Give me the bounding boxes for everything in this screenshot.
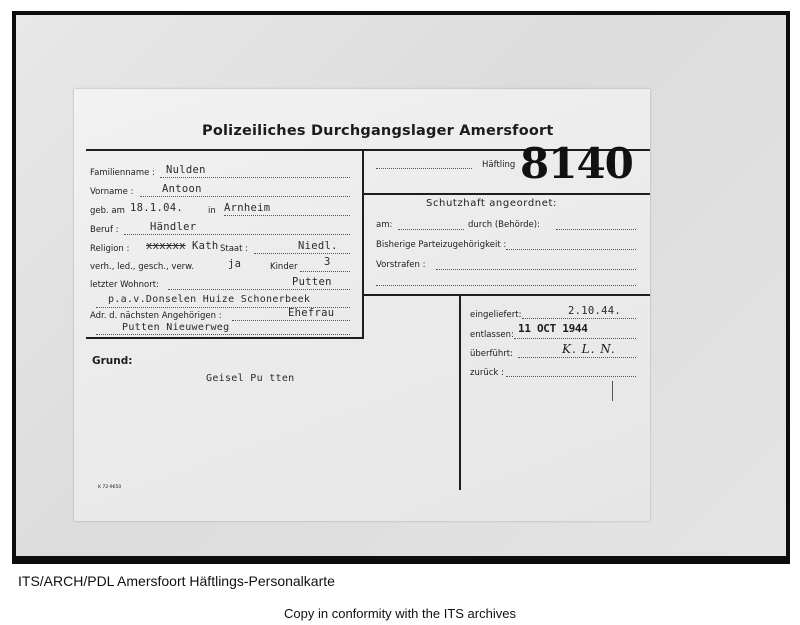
in-label: in (208, 206, 216, 216)
rule-vertical-mid (362, 149, 364, 339)
angehoerige-label: Adr. d. nächsten Angehörigen : (90, 311, 222, 321)
beruf-value: Händler (150, 221, 197, 233)
wohnort-line (168, 289, 350, 290)
familienname-line (160, 177, 350, 178)
angehoerige-address-line (96, 334, 350, 335)
prisoner-card (74, 89, 650, 521)
durch-line (556, 229, 636, 230)
number-line-left (376, 168, 472, 169)
copy-notice: Copy in conformity with the ITS archives (284, 606, 516, 621)
scan-frame (12, 11, 790, 564)
zurueck-label: zurück : (470, 368, 504, 378)
geb-label: geb. am (90, 206, 125, 216)
staat-value: Niedl. (298, 240, 338, 252)
religion-value: Kath (192, 240, 219, 252)
geb-value: 18.1.04. (130, 202, 183, 214)
verh-label: verh., led., gesch., verw. (90, 262, 195, 272)
grund-label: Grund: (92, 355, 133, 367)
eingeliefert-line (522, 318, 636, 319)
kinder-label: Kinder (270, 262, 298, 272)
vorstrafen-label: Vorstrafen : (376, 260, 426, 270)
am-label: am: (376, 220, 393, 230)
kinder-value: 3 (324, 256, 331, 268)
card-title: Polizeiliches Durchgangslager Amersfoort (202, 123, 554, 139)
angehoerige-value: Ehefrau (288, 307, 335, 319)
angehoerige-line (232, 320, 350, 321)
grund-value: Geisel Pu tten (206, 373, 295, 384)
haeftling-label: Häftling (482, 160, 516, 170)
angehoerige-address: Putten Nieuwerweg (122, 322, 230, 333)
verh-value: ja (228, 258, 242, 270)
archive-caption: ITS/ARCH/PDL Amersfoort Häftlings-Personalkarte (18, 573, 335, 589)
religion-struck: xxxxxx (146, 240, 186, 252)
rule-vertical-low (459, 296, 461, 490)
vorstrafen-line (436, 269, 636, 270)
eingeliefert-value: 2.10.44. (568, 305, 621, 317)
entlassen-value: 11 OCT 1944 (518, 322, 588, 335)
rule-right-lower (364, 294, 650, 296)
wohnort-value: Putten (292, 276, 332, 288)
entlassen-label: entlassen: (470, 330, 514, 340)
eingeliefert-label: eingeliefert: (470, 310, 522, 320)
durch-label: durch (Behörde): (468, 220, 540, 230)
vorname-label: Vorname : (90, 187, 134, 197)
ueberfuehrt-line (518, 357, 636, 358)
am-line (398, 229, 464, 230)
religion-label: Religion : (90, 244, 130, 254)
partei-label: Bisherige Parteizugehörigkeit : (376, 240, 507, 250)
form-code: K 72-9650 (98, 485, 122, 490)
wohnort-label: letzter Wohnort: (90, 280, 159, 290)
pencil-mark (612, 381, 613, 401)
beruf-line (124, 234, 350, 235)
rule-right-upper (364, 193, 650, 195)
familienname-value: Nulden (166, 164, 206, 176)
staat-label: Staat : (220, 244, 249, 254)
ueberfuehrt-value: K. L. N. (562, 342, 616, 356)
geb-line (224, 215, 350, 216)
beruf-label: Beruf : (90, 225, 119, 235)
in-value: Arnheim (224, 202, 271, 214)
familienname-label: Familienname : (90, 168, 155, 178)
schutzhaft-title: Schutzhaft angeordnet: (426, 198, 557, 209)
ueberfuehrt-label: überführt: (470, 349, 513, 359)
haeftling-number: 8140 (520, 139, 633, 188)
staat-line (254, 253, 350, 254)
vorstrafen-line-2 (376, 285, 636, 286)
partei-line (506, 249, 636, 250)
kinder-line (300, 271, 350, 272)
rule-left-bottom (86, 337, 364, 339)
entlassen-line (514, 338, 636, 339)
address-value: p.a.v.Donselen Huize Schonerbeek (108, 294, 311, 305)
scan-photo (16, 15, 786, 556)
zurueck-line (506, 376, 636, 377)
vorname-value: Antoon (162, 183, 202, 195)
vorname-line (140, 196, 350, 197)
